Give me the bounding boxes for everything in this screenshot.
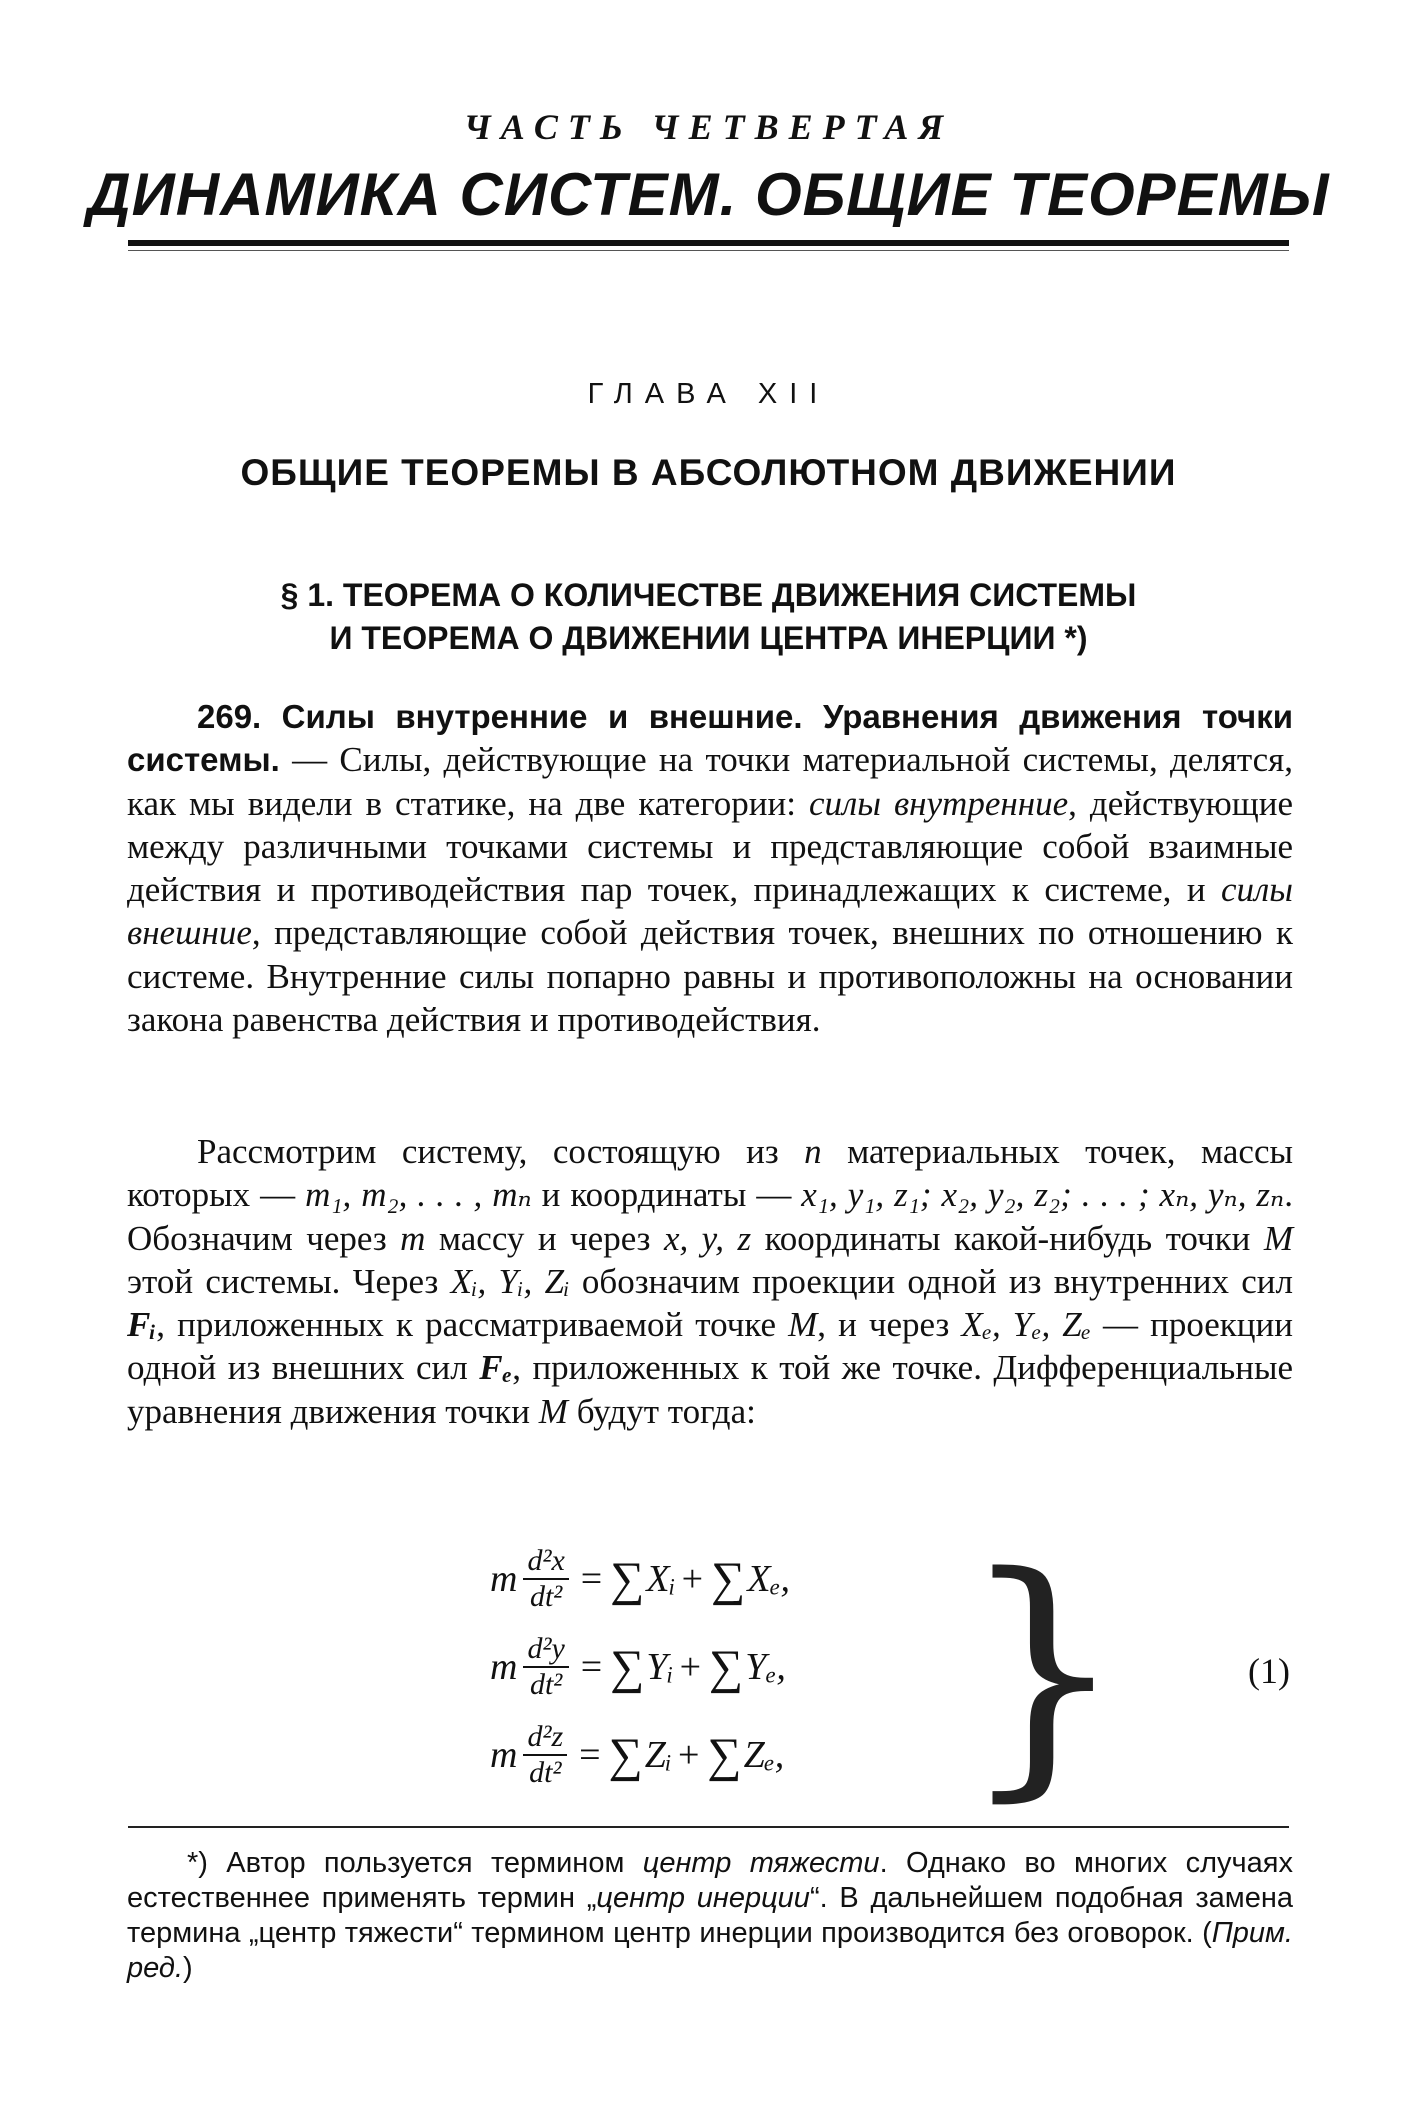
paragraph-system: [127, 1130, 1293, 1433]
sum-symbol: ∑: [707, 1728, 742, 1782]
para2-text-11: — проекции одной из внешних сил: [127, 1305, 1294, 1388]
eq-external-term: Yₑ: [745, 1646, 777, 1688]
footnote-text-2: . Однако во многих случаях естественнее применять термин „: [127, 1847, 1294, 1914]
var-n: n: [804, 1132, 822, 1171]
eq-fraction: [523, 1632, 568, 1702]
term-external-forces: силы внешние: [127, 870, 1293, 953]
term-internal-forces: силы внутренние: [808, 783, 1069, 823]
para2-text-4: . Обозначим через: [127, 1175, 1293, 1258]
var-internal-projections: Xᵢ, Yᵢ, Zᵢ: [450, 1261, 570, 1301]
eq-internal-term: Zᵢ: [644, 1734, 672, 1776]
var-Fi: Fᵢ: [127, 1305, 157, 1345]
sum-symbol: ∑: [709, 1640, 744, 1694]
var-external-projections: Xₑ, Yₑ, Zₑ: [961, 1305, 1091, 1345]
equation-brace: }: [960, 1522, 1126, 1824]
para1-text-2: , действующие между различными точками системы и представляющие собой взаимные действия и противодействия пар точек, принадлежащих к системе, и: [127, 783, 1293, 910]
sum-symbol: ∑: [610, 1552, 645, 1606]
para2-text-8: обозначим проекции одной из внутренних сил: [569, 1261, 1294, 1301]
eq-fraction: [523, 1544, 568, 1614]
para2-text-5: массу и через: [425, 1218, 664, 1258]
eq-internal-term: Xᵢ: [646, 1558, 676, 1600]
section-title-line-2: И ТЕОРЕМА О ДВИЖЕНИИ ЦЕНТРА ИНЕРЦИИ *): [329, 620, 1088, 656]
var-coords: x₁, y₁, z₁; x₂, y₂, z₂; . . . ; xₙ, yₙ, zₙ: [801, 1175, 1285, 1215]
part-label: ЧАСТЬ ЧЕТВЕРТАЯ: [463, 107, 954, 147]
footnote: [127, 1846, 1293, 1986]
var-masses: m₁, m₂, . . . , mₙ: [305, 1175, 532, 1215]
eq-equals: =: [579, 1734, 601, 1776]
footnote-text-4: ): [183, 1952, 193, 1984]
eq-numerator: d²x: [523, 1544, 568, 1580]
equation-system: [490, 1522, 1126, 1824]
eq-external-term: Xₑ: [747, 1558, 781, 1600]
para2-text-1: Рассмотрим систему, состоящую из: [197, 1132, 805, 1171]
eq-plus: +: [677, 1734, 700, 1776]
eq-equals: =: [580, 1646, 603, 1688]
para2-text-3: и координаты —: [531, 1175, 802, 1215]
part-divider-thick: [128, 240, 1289, 246]
var-Fe: Fₑ: [479, 1348, 513, 1388]
footnote-term-center-gravity: центр тяжести: [642, 1847, 880, 1879]
eq-plus: +: [679, 1646, 702, 1688]
eq-mass: m: [490, 1558, 518, 1600]
footnote-text-1: *) Автор пользуется термином: [187, 1847, 643, 1879]
eq-comma: ,: [776, 1646, 786, 1688]
eq-denominator: dt²: [529, 1580, 563, 1613]
para2-text-2: материальных точек, массы которых —: [127, 1132, 1293, 1215]
eq-plus: +: [681, 1558, 704, 1600]
para2-text-7: этой системы. Через: [127, 1261, 451, 1301]
equation-number: (1): [1248, 1651, 1290, 1691]
eq-mass: m: [490, 1646, 518, 1688]
eq-equals: =: [580, 1558, 603, 1600]
sum-symbol: ∑: [711, 1552, 746, 1606]
eq-comma: ,: [774, 1734, 785, 1776]
eq-external-term: Zₑ: [743, 1734, 775, 1776]
var-M: M: [1263, 1218, 1293, 1258]
eq-fraction: [523, 1720, 567, 1790]
equation-row-z: [490, 1711, 784, 1799]
chapter-label: ГЛАВА XII: [587, 378, 830, 410]
eq-internal-term: Yᵢ: [646, 1646, 674, 1688]
eq-denominator: dt²: [529, 1756, 562, 1789]
section-title-line-1: § 1. ТЕОРЕМА О КОЛИЧЕСТВЕ ДВИЖЕНИЯ СИСТЕМЫ: [280, 577, 1137, 613]
equation-row-x: [490, 1535, 790, 1623]
paragraph-heading: 269. Силы внутренние и внешние. Уравнения движения точки системы.: [127, 698, 1293, 779]
var-M-2: M: [788, 1305, 818, 1345]
eq-numerator: d²z: [523, 1720, 567, 1756]
eq-numerator: d²y: [523, 1632, 568, 1668]
para1-text-1: — Силы, действующие на точки материальной системы, делятся, как мы видели в статике, на две категории:: [127, 740, 1293, 823]
para2-text-10: , и через: [817, 1305, 962, 1345]
footnote-divider: [128, 1826, 1289, 1828]
part-divider-thin: [128, 250, 1289, 251]
sum-symbol: ∑: [608, 1728, 643, 1782]
paragraph-269: [127, 695, 1293, 1041]
eq-denominator: dt²: [529, 1668, 563, 1701]
eq-mass: m: [490, 1734, 518, 1776]
part-title: ДИНАМИКА СИСТЕМ. ОБЩИЕ ТЕОРЕМЫ: [87, 161, 1330, 228]
footnote-term-center-inertia: центр инерции: [596, 1882, 810, 1914]
para1-text-3: , представляющие собой действия точек, внешних по отношению к системе. Внутренние силы попарно равны и противоположны на основании закона равенства действия и противодействия.: [127, 913, 1293, 1040]
equation-row-y: [490, 1623, 786, 1711]
sum-symbol: ∑: [610, 1640, 645, 1694]
var-xyz: x, y, z: [663, 1218, 752, 1258]
var-M-3: M: [538, 1391, 568, 1431]
para2-text-9: , приложенных к рассматриваемой точке: [156, 1305, 789, 1345]
chapter-title: ОБЩИЕ ТЕОРЕМЫ В АБСОЛЮТНОМ ДВИЖЕНИИ: [240, 452, 1177, 493]
para2-text-6: координаты какой-нибудь точки: [751, 1218, 1264, 1258]
para2-text-13: будут тогда:: [567, 1391, 756, 1431]
footnote-editor-note: Прим. ред.: [127, 1917, 1293, 1984]
eq-comma: ,: [780, 1558, 790, 1600]
para2-text-12: , приложенных к той же точке. Дифференциальные уравнения движения точки: [127, 1348, 1293, 1431]
var-m: m: [400, 1218, 426, 1258]
footnote-text-3: “. В дальнейшем подобная замена термина „центр тяжести“ термином центр инерции производится без оговорок. (: [127, 1882, 1293, 1949]
section-title: [0, 574, 1417, 660]
